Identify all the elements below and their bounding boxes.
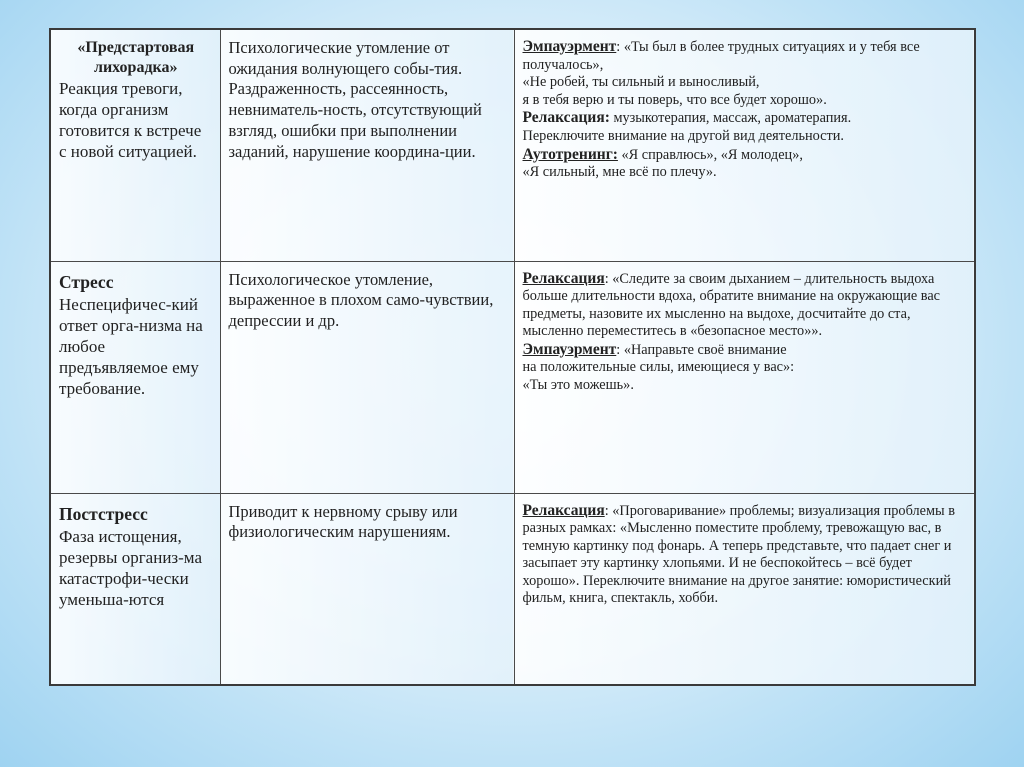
methods-text: Эмпауэрмент: «Ты был в более трудных ситуациях и у тебя все получалось», «Не робей, ты сильный и выносливый, я в тебя верю и ты поверь, что все будет хорошо». Релаксация: музыкотерапия, массаж, ароматерапия. Переключите внимание на другой вид деятельности. Аутотренинг: «Я справлюсь», «Я молодец», «Я сильный, мне всё по плечу». [522, 38, 920, 181]
methods-cell [514, 493, 975, 685]
stress-phases-table [49, 28, 976, 686]
phase-title: Постстресс [59, 503, 148, 524]
phase-cell [50, 261, 220, 493]
method-label: Релаксация [522, 269, 605, 287]
phase-cell [50, 29, 220, 261]
methods-text: Релаксация: «Следите за своим дыханием – длительность выдоха больше длительности вдоха, обратите внимание на окружающие вас предметы, назовите их мысленно на выдохе, досчитайте до ста, мысленно переместитесь в «безопасное место»». Эмпауэрмент: «Направьте своё внимание на положительные силы, имеющиеся у вас»: «Ты это можешь». [522, 269, 941, 394]
method-label: Аутотренинг: [522, 145, 618, 163]
methods-cell [514, 261, 975, 493]
table-row [50, 261, 975, 493]
method-label: Эмпауэрмент [522, 340, 617, 358]
phase-description: Реакция тревоги, когда организм готовится к встрече с новой ситуацией. [59, 79, 202, 161]
methods-text: Релаксация: «Проговаривание» проблемы; визуализация проблемы в разных рамках: «Мысленно поместите проблему, тревожащую вас, в темную картинку под фонарь. А теперь представьте, что падает снег и засыпает эту картинку хлопьями. И не беспокойтесь – всё будет хорошо». Переключите внимание на другое занятие: юмористический фильм, книга, спектакль, хобби. [522, 501, 955, 607]
symptoms-text: Психологическое утомление, выраженное в плохом само-чувствии, депрессии и др. [228, 269, 494, 330]
table-row [50, 29, 975, 261]
method-label: Релаксация [522, 501, 605, 519]
symptoms-cell [220, 493, 514, 685]
phase-description: Неспецифичес-кий ответ орга-низма на любое предъявляемое ему требование. [59, 294, 203, 398]
phase-description: Фаза истощения, резервы организ-ма катастрофи-чески уменьша-ются [59, 526, 202, 609]
symptoms-text: Приводит к нервному срыву или физиологическим нарушениям. [228, 501, 458, 542]
symptoms-cell [220, 261, 514, 493]
phase-title: Стресс [59, 271, 114, 292]
symptoms-cell [220, 29, 514, 261]
phase-title: «Предстартовая лихорадка» [77, 39, 195, 76]
method-label: Эмпауэрмент [522, 38, 617, 55]
symptoms-text: Психологические утомление от ожидания волнующего собы-тия. Раздраженность, рассеянность, невниматель-ность, отсутствующий взгляд, ошибки при выполнении заданий, нарушение координа-ции. [228, 38, 482, 161]
method-label: Релаксация: [522, 109, 610, 127]
methods-cell [514, 29, 975, 261]
table-row [50, 493, 975, 685]
phase-cell [50, 493, 220, 685]
